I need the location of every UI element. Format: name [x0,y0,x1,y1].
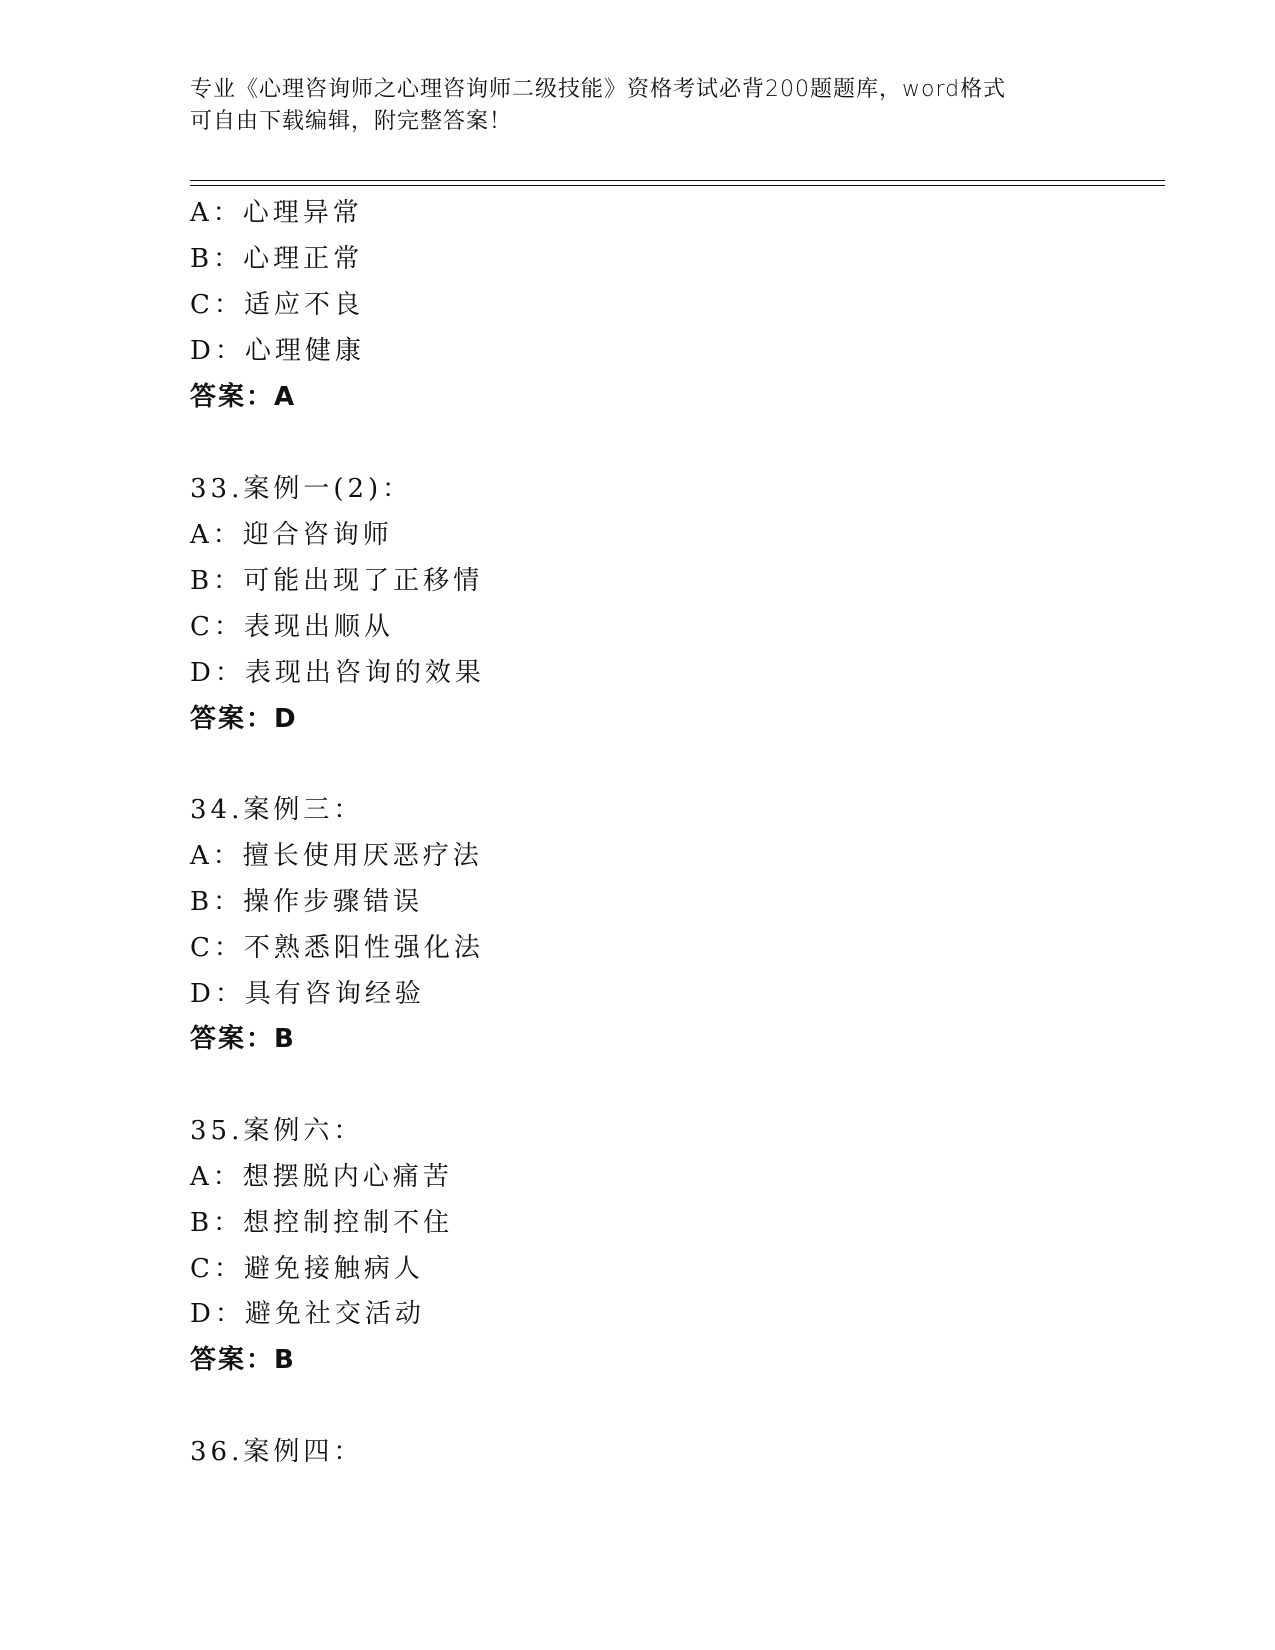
q34-option-c: C：不熟悉阳性强化法 [190,933,484,963]
q33-option-a: A：迎合咨询师 [190,520,393,550]
q33-option-b: B：可能出现了正移情 [190,566,484,596]
header-divider-top [190,180,1165,181]
header-title-line-1: 专业《心理咨询师之心理咨询师二级技能》资格考试必背200题题库，word格式 [190,77,1007,102]
q36-question: 36.案例四： [190,1437,364,1467]
q33-answer: 答案：D [190,704,298,734]
q34-answer: 答案：B [190,1024,296,1054]
q34-option-d: D：具有咨询经验 [190,979,425,1009]
q35-answer: 答案：B [190,1345,296,1375]
page-header [190,74,1070,138]
q34-option-a: A：擅长使用厌恶疗法 [190,841,483,871]
q35-option-b: B：想控制控制不住 [190,1208,454,1238]
q34-option-b: B：操作步骤错误 [190,887,424,917]
header-divider-bottom [190,185,1165,186]
q32-option-c: C：适应不良 [190,290,364,320]
q32-option-d: D：心理健康 [190,336,365,366]
q32-option-b: B：心理正常 [190,244,364,274]
q32-answer: 答案：A [190,382,297,412]
q35-option-c: C：避免接触病人 [190,1254,424,1284]
q34-question: 34.案例三： [190,795,364,825]
q33-question: 33.案例一(2)： [190,474,413,504]
q33-option-d: D：表现出咨询的效果 [190,658,485,688]
header-title-line-2: 可自由下载编辑，附完整答案！ [190,109,513,134]
q32-option-a: A：心理异常 [190,198,363,228]
q35-option-a: A：想摆脱内心痛苦 [190,1162,453,1192]
q35-question: 35.案例六： [190,1116,364,1146]
q35-option-d: D：避免社交活动 [190,1299,425,1329]
q33-option-c: C：表现出顺从 [190,612,394,642]
